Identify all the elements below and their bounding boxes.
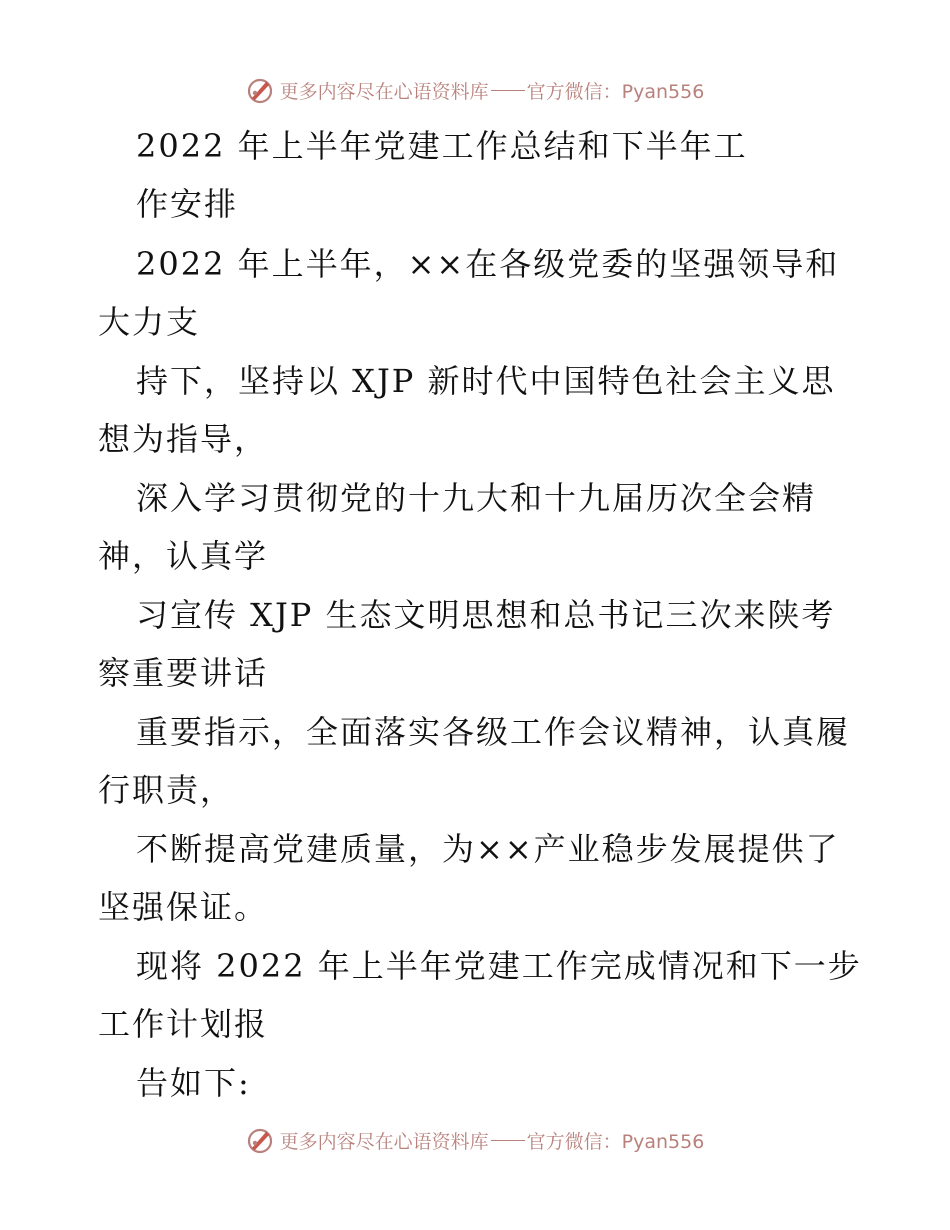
footer-watermark bbox=[0, 1120, 950, 1160]
paragraph-line: 现将 2022 年上半年党建工作完成情况和下一步 bbox=[136, 947, 862, 985]
paragraph-line: 习宣传 XJP 生态文明思想和总书记三次来陕考 bbox=[136, 596, 836, 634]
watermark-dash bbox=[491, 1140, 525, 1141]
quill-logo-icon bbox=[246, 1126, 274, 1154]
paragraph-line: 察重要讲话 bbox=[98, 654, 269, 692]
paragraph-line: 重要指示，全面落实各级工作会议精神，认真履 bbox=[136, 713, 851, 751]
paragraph-line: 大力支 bbox=[98, 303, 201, 341]
paragraph-line: 告如下: bbox=[136, 1064, 251, 1102]
watermark-text-main: 更多内容尽在心语资料库 bbox=[279, 1130, 489, 1153]
watermark-text-main: 更多内容尽在心语资料库 bbox=[279, 80, 489, 103]
watermark-text-wechat: 官方微信：Pyan556 bbox=[526, 1130, 705, 1153]
paragraph-line: 工作计划报 bbox=[98, 1005, 269, 1043]
title-line-1: 2022 年上半年党建工作总结和下半年工 bbox=[136, 127, 748, 165]
paragraph-line: 持下，坚持以 XJP 新时代中国特色社会主义思 bbox=[136, 362, 836, 400]
paragraph-line: 不断提高党建质量，为××产业稳步发展提供了 bbox=[136, 830, 840, 868]
paragraph-line: 想为指导， bbox=[98, 420, 269, 458]
paragraph-line: 神，认真学 bbox=[98, 537, 269, 575]
paragraph-line: 坚强保证。 bbox=[98, 888, 269, 926]
paragraph-line: 行职责， bbox=[98, 771, 235, 809]
paragraph-line: 2022 年上半年，××在各级党委的坚强领导和 bbox=[136, 245, 840, 283]
watermark-text-wechat: 官方微信：Pyan556 bbox=[526, 80, 705, 103]
paragraph-line: 深入学习贯彻党的十九大和十九届历次全会精 bbox=[136, 479, 817, 517]
title-line-2: 作安排 bbox=[136, 185, 239, 223]
